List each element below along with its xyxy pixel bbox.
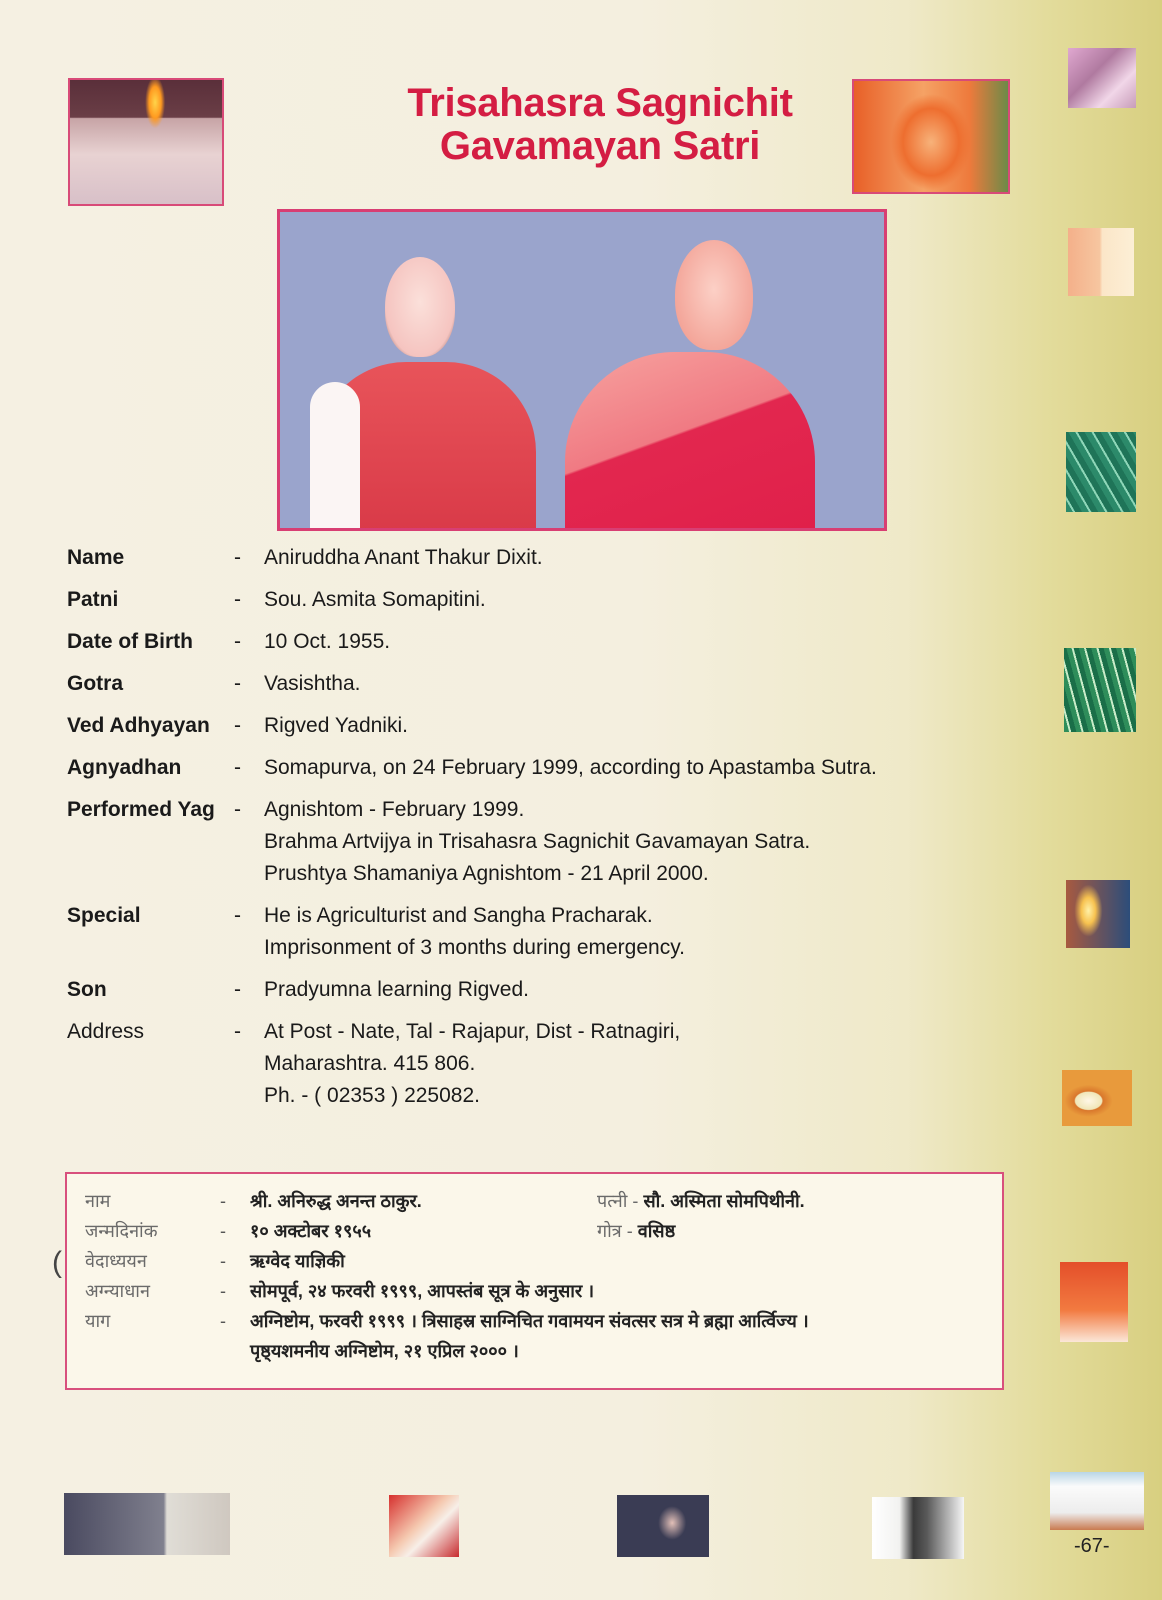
horse-thumbnail	[872, 1497, 964, 1559]
separator: -	[234, 978, 241, 1001]
grass-thumbnail-2	[1064, 648, 1136, 732]
separator: -	[220, 1311, 226, 1331]
detail-value: Ph. - ( 02353 ) 225082.	[264, 1084, 480, 1107]
vessels-thumbnail	[1068, 228, 1134, 296]
hindi-row	[85, 1276, 594, 1306]
separator: -	[234, 1020, 241, 1043]
hindi-value: ऋग्वेद याज्ञिकी	[250, 1251, 345, 1271]
separator: -	[220, 1281, 226, 1301]
hindi-details-box	[65, 1172, 1004, 1390]
title-line-2: Gavamayan Satri	[439, 124, 761, 168]
detail-value: Aniruddha Anant Thakur Dixit.	[264, 546, 543, 569]
detail-row-name	[67, 542, 967, 574]
man-head	[675, 240, 753, 350]
calf-thumbnail	[1060, 1262, 1128, 1342]
cart-wheel-thumbnail	[64, 1493, 230, 1555]
separator: -	[234, 756, 241, 779]
detail-row-son	[67, 974, 967, 1006]
separator: -	[220, 1191, 226, 1211]
detail-label: Patni	[67, 588, 119, 611]
detail-value: Rigved Yadniki.	[264, 714, 408, 737]
title-line-1: Trisahasra Sagnichit	[407, 81, 793, 125]
detail-row-agnyadhan	[67, 752, 967, 784]
detail-value: Maharashtra. 415 806.	[264, 1052, 476, 1075]
detail-value: Imprisonment of 3 months during emergency.	[264, 936, 685, 959]
detail-label: Name	[67, 546, 125, 569]
hindi-value: सोमपूर्व, २४ फरवरी १९९९, आपस्तंब सूत्र के अनुसार ।	[250, 1281, 595, 1301]
detail-label: Son	[67, 978, 107, 1001]
detail-row-dob	[67, 626, 967, 658]
hindi-label: याग	[85, 1311, 111, 1331]
woman-head	[385, 257, 455, 357]
separator: -	[234, 904, 241, 927]
detail-label: Ved Adhyayan	[67, 714, 210, 737]
hindi-row-continuation	[250, 1336, 519, 1366]
fire-altar-image	[68, 78, 224, 206]
details-list	[67, 542, 967, 1112]
detail-row-patni	[67, 584, 967, 616]
detail-value: Prushtya Shamaniya Agnishtom - 21 April 2000.	[264, 862, 709, 885]
detail-value: Agnishtom - February 1999.	[264, 798, 525, 821]
detail-label: Agnyadhan	[67, 756, 182, 779]
separator: -	[234, 588, 241, 611]
hindi-value: पृष्ठ्यशमनीय अग्निष्टोम, २१ एप्रिल २००० ।	[250, 1341, 519, 1361]
margin-mark: (	[52, 1246, 62, 1279]
separator: -	[234, 630, 241, 653]
detail-row-performed-yag	[67, 794, 967, 890]
separator: -	[626, 1221, 633, 1241]
detail-label: Performed Yag	[67, 798, 215, 821]
ram-thumbnail	[617, 1495, 709, 1557]
hindi-value: श्री. अनिरुद्ध अनन्त ठाकुर.	[250, 1191, 422, 1211]
page-number: -67-	[1074, 1535, 1110, 1557]
hindi-value: सौ. अस्मिता सोमपिथीनी.	[643, 1191, 805, 1211]
detail-row-address	[67, 1016, 967, 1112]
hindi-value: १० अक्टोबर १९५५	[250, 1221, 372, 1241]
separator: -	[220, 1251, 226, 1271]
woman-arm	[310, 382, 360, 531]
grass-thumbnail	[1066, 432, 1136, 512]
detail-value: 10 Oct. 1955.	[264, 630, 391, 653]
fire-thumbnail	[1066, 880, 1130, 948]
separator: -	[220, 1221, 226, 1241]
detail-row-special	[67, 900, 967, 964]
detail-value: Pradyumna learning Rigved.	[264, 978, 529, 1001]
detail-value: At Post - Nate, Tal - Rajapur, Dist - Ratnagiri,	[264, 1020, 681, 1043]
separator: -	[234, 798, 241, 821]
white-bull-thumbnail	[1050, 1472, 1144, 1530]
hindi-row	[85, 1306, 809, 1336]
detail-label: Date of Birth	[67, 630, 193, 653]
detail-row-ved-adhyayan	[67, 710, 967, 742]
goat-thumbnail	[389, 1495, 459, 1557]
cow-face-image	[852, 79, 1010, 194]
hindi-label: वेदाध्ययन	[85, 1251, 147, 1271]
detail-value: Brahma Artvijya in Trisahasra Sagnichit Gavamayan Satra.	[264, 830, 811, 853]
ritual-thumbnail	[1068, 48, 1136, 108]
page-title	[320, 82, 880, 168]
hindi-value: अग्निष्टोम, फरवरी १९९९ । त्रिसाहस्र साग्निचित गवामयन संवत्सर सत्र मे ब्रह्मा आर्त्विज्य ।	[250, 1311, 809, 1331]
hindi-label: नाम	[85, 1191, 111, 1211]
hindi-label: गोत्र	[597, 1221, 622, 1241]
separator: -	[234, 546, 241, 569]
hindi-row	[85, 1186, 422, 1216]
detail-label: Gotra	[67, 672, 124, 695]
detail-value: Sou. Asmita Somapitini.	[264, 588, 486, 611]
couple-portrait	[277, 209, 887, 531]
ladle-bowl-thumbnail	[1062, 1070, 1132, 1126]
detail-row-gotra	[67, 668, 967, 700]
hindi-row	[85, 1246, 345, 1276]
hindi-label: जन्मदिनांक	[85, 1221, 158, 1241]
separator: -	[234, 714, 241, 737]
hindi-label: पत्नी	[597, 1191, 628, 1211]
detail-value: Vasishtha.	[264, 672, 361, 695]
hindi-side-gotra	[597, 1216, 675, 1246]
man-figure	[565, 352, 815, 531]
detail-label: Special	[67, 904, 141, 927]
hindi-side-patni	[597, 1186, 805, 1216]
detail-value: Somapurva, on 24 February 1999, according to Apastamba Sutra.	[264, 756, 877, 779]
hindi-label: अग्न्याधान	[85, 1281, 150, 1301]
hindi-value: वसिष्ठ	[637, 1221, 676, 1241]
separator: -	[234, 672, 241, 695]
hindi-row	[85, 1216, 371, 1246]
detail-label: Address	[67, 1020, 145, 1043]
detail-value: He is Agriculturist and Sangha Pracharak.	[264, 904, 653, 927]
separator: -	[632, 1191, 639, 1211]
